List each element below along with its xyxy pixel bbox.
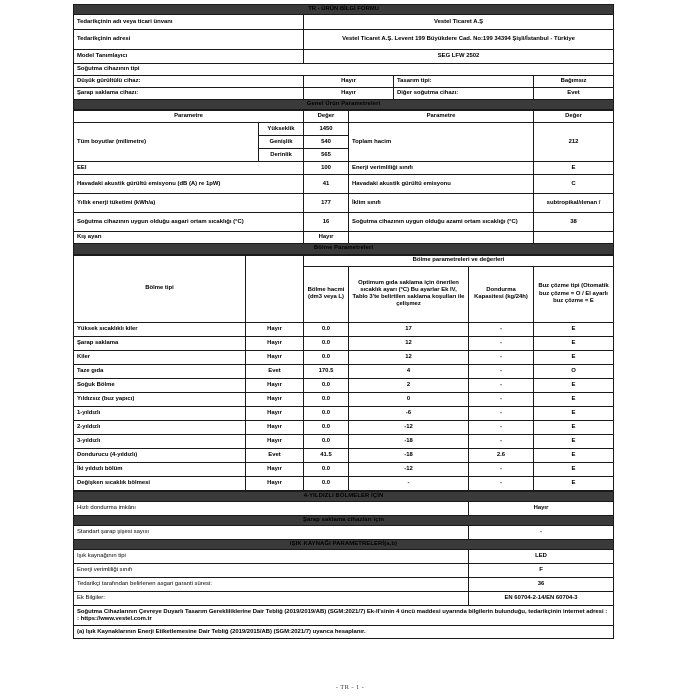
compartment-type: İki yıldızlı bölüm: [74, 462, 246, 476]
warranty-value: 36: [469, 578, 614, 592]
page-title: TR - ÜRÜN BİLGİ FORMU: [74, 5, 614, 15]
compartment-volume: 0.0: [304, 420, 349, 434]
total-volume-value: 212: [534, 123, 614, 162]
width-label: Genişlik: [259, 136, 304, 149]
climate-class-label: İklim sınıfı: [349, 194, 534, 213]
winter-setting-value: Hayır: [304, 232, 349, 244]
compartments-section-title: Bölme Parametreleri: [74, 244, 614, 254]
light-type-row: [74, 550, 614, 564]
appliance-type-row: [74, 64, 614, 76]
four-star-section-bar-row: [74, 491, 614, 501]
compartment-temp: -18: [349, 434, 469, 448]
compartment-defrost: E: [534, 462, 614, 476]
compartment-defrost: E: [534, 476, 614, 490]
light-source-section-title: IŞIK KAYNAĞI PARAMETRELERİ(a,b): [74, 540, 614, 550]
table-row: [74, 336, 614, 350]
compartment-freeze: -: [469, 378, 534, 392]
compartments-group-header-row: [74, 255, 614, 266]
compartment-type: 1-yıldızlı: [74, 406, 246, 420]
dimension-height-row: [74, 123, 614, 136]
compartment-defrost-header: Buz çözme tipi (Otomatik buz çözme = O / El ayarlı buz çözme = E: [534, 266, 614, 322]
noise-value: 41: [304, 175, 349, 194]
compartment-present-header: [246, 255, 304, 322]
annual-energy-value: 177: [304, 194, 349, 213]
light-type-label: Işık kaynağının tipi: [74, 550, 469, 564]
compartment-volume: 0.0: [304, 406, 349, 420]
table-row: [74, 476, 614, 490]
climate-class-value: subtropikal/ılıman /: [534, 194, 614, 213]
width-value: 540: [304, 136, 349, 149]
warranty-label: Tedarikçi tarafından belirlenen asgari garanti süresi:: [74, 578, 469, 592]
compartment-temp: -12: [349, 462, 469, 476]
general-section-bar-row: [74, 100, 614, 110]
additional-info-row: [74, 592, 614, 606]
wine-appliance-row: [74, 88, 614, 100]
compartment-volume: 170.5: [304, 364, 349, 378]
compartment-defrost: E: [534, 434, 614, 448]
low-noise-label: Düşük gürültülü cihaz:: [74, 76, 304, 88]
noise-row: [74, 175, 614, 194]
wine-appliance-label: Şarap saklama cihazı:: [74, 88, 304, 100]
compartment-present: Hayır: [246, 476, 304, 490]
supplier-address-row: [74, 30, 614, 50]
other-cooling-label: Diğer soğutma cihazı:: [394, 88, 534, 100]
additional-info-value: EN 60704-2-14/EN 60704-3: [469, 592, 614, 606]
height-label: Yükseklik: [259, 123, 304, 136]
table-row: [74, 434, 614, 448]
table-row: [74, 378, 614, 392]
model-row: [74, 50, 614, 64]
total-volume-label: Toplam hacim: [349, 123, 534, 162]
other-cooling-value: Evet: [534, 88, 614, 100]
compartment-freeze: -: [469, 462, 534, 476]
compartments-section-bar-row: [74, 244, 614, 254]
compartment-volume: 0.0: [304, 462, 349, 476]
fast-freeze-row: [74, 501, 614, 515]
table-row: [74, 364, 614, 378]
appliance-type-label: Soğutma cihazının tipi: [74, 64, 614, 76]
compartment-present: Hayır: [246, 434, 304, 448]
energy-class-value: E: [534, 162, 614, 175]
product-fiche-sheet: [73, 4, 613, 639]
compartment-defrost: E: [534, 322, 614, 336]
supplier-address-value: Vestel Ticaret A.Ş. Levent 199 Büyükdere Cad. No:199 34394 Şişli/İstanbul - Türkiye: [304, 30, 614, 50]
design-type-value: Bağımsız: [534, 76, 614, 88]
light-source-section-bar-row: [74, 540, 614, 550]
compartment-group-header: Bölme parametreleri ve değerleri: [304, 255, 614, 266]
compartment-temp: 12: [349, 350, 469, 364]
general-param-header-right: Parametre: [349, 111, 534, 123]
note-2-row: [74, 626, 614, 639]
compartment-type: Yüksek sıcaklıklı kiler: [74, 322, 246, 336]
ambient-temp-row: [74, 213, 614, 232]
model-label: Model Tanımlayıcı: [74, 50, 304, 64]
compartment-freeze: -: [469, 406, 534, 420]
compartment-present: Hayır: [246, 392, 304, 406]
table-row: [74, 322, 614, 336]
compartment-volume: 0.0: [304, 392, 349, 406]
compartment-present: Evet: [246, 448, 304, 462]
fast-freeze-label: Hızlı dondurma imkânı: [74, 501, 469, 515]
compartment-type: Dondurucu (4-yıldızlı): [74, 448, 246, 462]
compartment-temp: 17: [349, 322, 469, 336]
compartment-freeze: -: [469, 336, 534, 350]
compartment-volume: 0.0: [304, 476, 349, 490]
compartment-type: Kiler: [74, 350, 246, 364]
compartments-table: [73, 255, 614, 491]
low-noise-value: Hayır: [304, 76, 394, 88]
compartment-volume: 0.0: [304, 336, 349, 350]
compartment-volume: 0.0: [304, 434, 349, 448]
table-row: [74, 392, 614, 406]
compartment-volume: 0.0: [304, 378, 349, 392]
compartment-temp: 0: [349, 392, 469, 406]
compartment-freeze: -: [469, 364, 534, 378]
compartment-present: Hayır: [246, 420, 304, 434]
bottom-sections-table: [73, 491, 614, 640]
table-row: [74, 406, 614, 420]
min-ambient-label: Soğutma cihazının uygun olduğu asgari ortam sıcaklığı (°C): [74, 213, 304, 232]
depth-value: 565: [304, 149, 349, 162]
noise-class-value: C: [534, 175, 614, 194]
compartment-defrost: E: [534, 420, 614, 434]
min-ambient-value: 16: [304, 213, 349, 232]
wine-bottles-row: [74, 526, 614, 540]
supplier-name-row: [74, 15, 614, 30]
compartment-type: 3-yıldızlı: [74, 434, 246, 448]
compartment-defrost: O: [534, 364, 614, 378]
compartment-freeze: -: [469, 476, 534, 490]
compartment-temp: 2: [349, 378, 469, 392]
compartment-freeze-header: Dondurma Kapasitesi (kg/24h): [469, 266, 534, 322]
compartment-temp: -6: [349, 406, 469, 420]
compartment-defrost: E: [534, 392, 614, 406]
compartment-present: Hayır: [246, 462, 304, 476]
supplier-name-value: Vestel Ticaret A.Ş: [304, 15, 614, 30]
compartment-freeze: -: [469, 322, 534, 336]
general-value-header-left: Değer: [304, 111, 349, 123]
compartment-type: Yıldızsız (buz yapıcı): [74, 392, 246, 406]
eei-row: [74, 162, 614, 175]
wine-section-bar-row: [74, 515, 614, 525]
model-value: SEG LFW 2502: [304, 50, 614, 64]
annual-energy-row: [74, 194, 614, 213]
compartment-temp: -18: [349, 448, 469, 462]
compartment-freeze: 2.6: [469, 448, 534, 462]
wine-section-title: Şarap saklama cihazları için: [74, 515, 614, 525]
compartment-defrost: E: [534, 448, 614, 462]
energy-class-label: Enerji verimliliği sınıfı: [349, 162, 534, 175]
compartment-type-header: Bölme tipi: [74, 255, 246, 322]
general-header-row: [74, 111, 614, 123]
light-class-row: [74, 564, 614, 578]
winter-setting-label: Kış ayarı: [74, 232, 304, 244]
wine-bottles-label: Standart şarap şişesi sayısı: [74, 526, 469, 540]
ecodesign-note: Soğutma Cihazlarının Çevreye Duyarlı Tasarım Gerekliliklerine Dair Tebliğ (2019/2019/AB) (SGM:2021/7) Ek-II'sinin 4 üncü maddesi uyarında bilgilerin bulunduğu, tedarikçinin internet adresi : : https://www.vestel.com.tr: [74, 606, 614, 626]
noise-label: Havadaki akustik gürültü emisyonu (dB (A) re 1pW): [74, 175, 304, 194]
supplier-table: [73, 4, 614, 110]
compartment-present: Hayır: [246, 336, 304, 350]
compartment-type: Şarap saklama: [74, 336, 246, 350]
compartment-temp: 12: [349, 336, 469, 350]
design-type-label: Tasarım tipi:: [394, 76, 534, 88]
light-class-value: F: [469, 564, 614, 578]
compartment-freeze: -: [469, 392, 534, 406]
table-row: [74, 448, 614, 462]
noise-class-label: Havadaki akustik gürültü emisyonu: [349, 175, 534, 194]
height-value: 1450: [304, 123, 349, 136]
compartment-type: Taze gıda: [74, 364, 246, 378]
compartment-type: Soğuk Bölme: [74, 378, 246, 392]
wine-appliance-value: Hayır: [304, 88, 394, 100]
compartment-temp: 4: [349, 364, 469, 378]
annual-energy-label: Yıllık enerji tüketimi (kWh/a): [74, 194, 304, 213]
page-footer: - TR - 1 -: [335, 684, 365, 691]
wine-bottles-value: -: [469, 526, 614, 540]
compartment-present: Hayır: [246, 378, 304, 392]
compartment-freeze: -: [469, 434, 534, 448]
compartment-present: Hayır: [246, 322, 304, 336]
note-1-row: [74, 606, 614, 626]
compartment-volume: 0.0: [304, 350, 349, 364]
general-parameters-table: [73, 110, 614, 254]
compartment-defrost: E: [534, 378, 614, 392]
supplier-address-label: Tedarikçinin adresi: [74, 30, 304, 50]
compartment-present: Hayır: [246, 406, 304, 420]
compartment-freeze: -: [469, 350, 534, 364]
general-param-header-left: Parametre: [74, 111, 304, 123]
supplier-name-label: Tedarikçinin adı veya ticari ünvanı: [74, 15, 304, 30]
compartment-defrost: E: [534, 406, 614, 420]
winter-setting-spacer-2: [534, 232, 614, 244]
eei-label: EEI: [74, 162, 304, 175]
four-star-section-title: 4-YILDIZLI BÖLMELER İÇİN: [74, 491, 614, 501]
additional-info-label: Ek Bilgiler:: [74, 592, 469, 606]
compartment-defrost: E: [534, 336, 614, 350]
dimensions-label: Tüm boyutlar (milimetre): [74, 123, 259, 162]
general-value-header-right: Değer: [534, 111, 614, 123]
warranty-row: [74, 578, 614, 592]
max-ambient-value: 38: [534, 213, 614, 232]
compartment-freeze: -: [469, 420, 534, 434]
low-noise-row: [74, 76, 614, 88]
winter-setting-row: [74, 232, 614, 244]
table-row: [74, 350, 614, 364]
compartment-temp: -12: [349, 420, 469, 434]
light-source-note: (a) Işık Kaynaklarının Enerji Etiketlemesine Dair Tebliğ (2019/2015/AB) (SGM:2021/7) uyarıca hesaplanır.: [74, 626, 614, 639]
fast-freeze-value: Hayır: [469, 501, 614, 515]
compartment-volume: 41.5: [304, 448, 349, 462]
compartment-present: Evet: [246, 364, 304, 378]
compartment-volume-header: Bölme hacmi (dm3 veya L): [304, 266, 349, 322]
compartment-present: Hayır: [246, 350, 304, 364]
table-row: [74, 420, 614, 434]
winter-setting-spacer-1: [349, 232, 534, 244]
eei-value: 100: [304, 162, 349, 175]
compartment-temp: -: [349, 476, 469, 490]
compartment-volume: 0.0: [304, 322, 349, 336]
max-ambient-label: Soğutma cihazının uygun olduğu azami ortam sıcaklığı (°C): [349, 213, 534, 232]
general-section-title: Genel Ürün Parametreleri: [74, 100, 614, 110]
compartment-type: 2-yıldızlı: [74, 420, 246, 434]
compartment-type: Değişken sıcaklık bölmesi: [74, 476, 246, 490]
document-title-row: [74, 5, 614, 15]
compartment-defrost: E: [534, 350, 614, 364]
light-class-label: Enerji verimliliği sınıfı: [74, 564, 469, 578]
compartment-temp-header: Optimum gıda saklama için önerilen sıcaklık ayarı (°C) Bu ayarlar Ek IV, Tablo 3'te belirtilen saklama koşulları ile çelişmez: [349, 266, 469, 322]
light-type-value: LED: [469, 550, 614, 564]
depth-label: Derinlik: [259, 149, 304, 162]
table-row: [74, 462, 614, 476]
